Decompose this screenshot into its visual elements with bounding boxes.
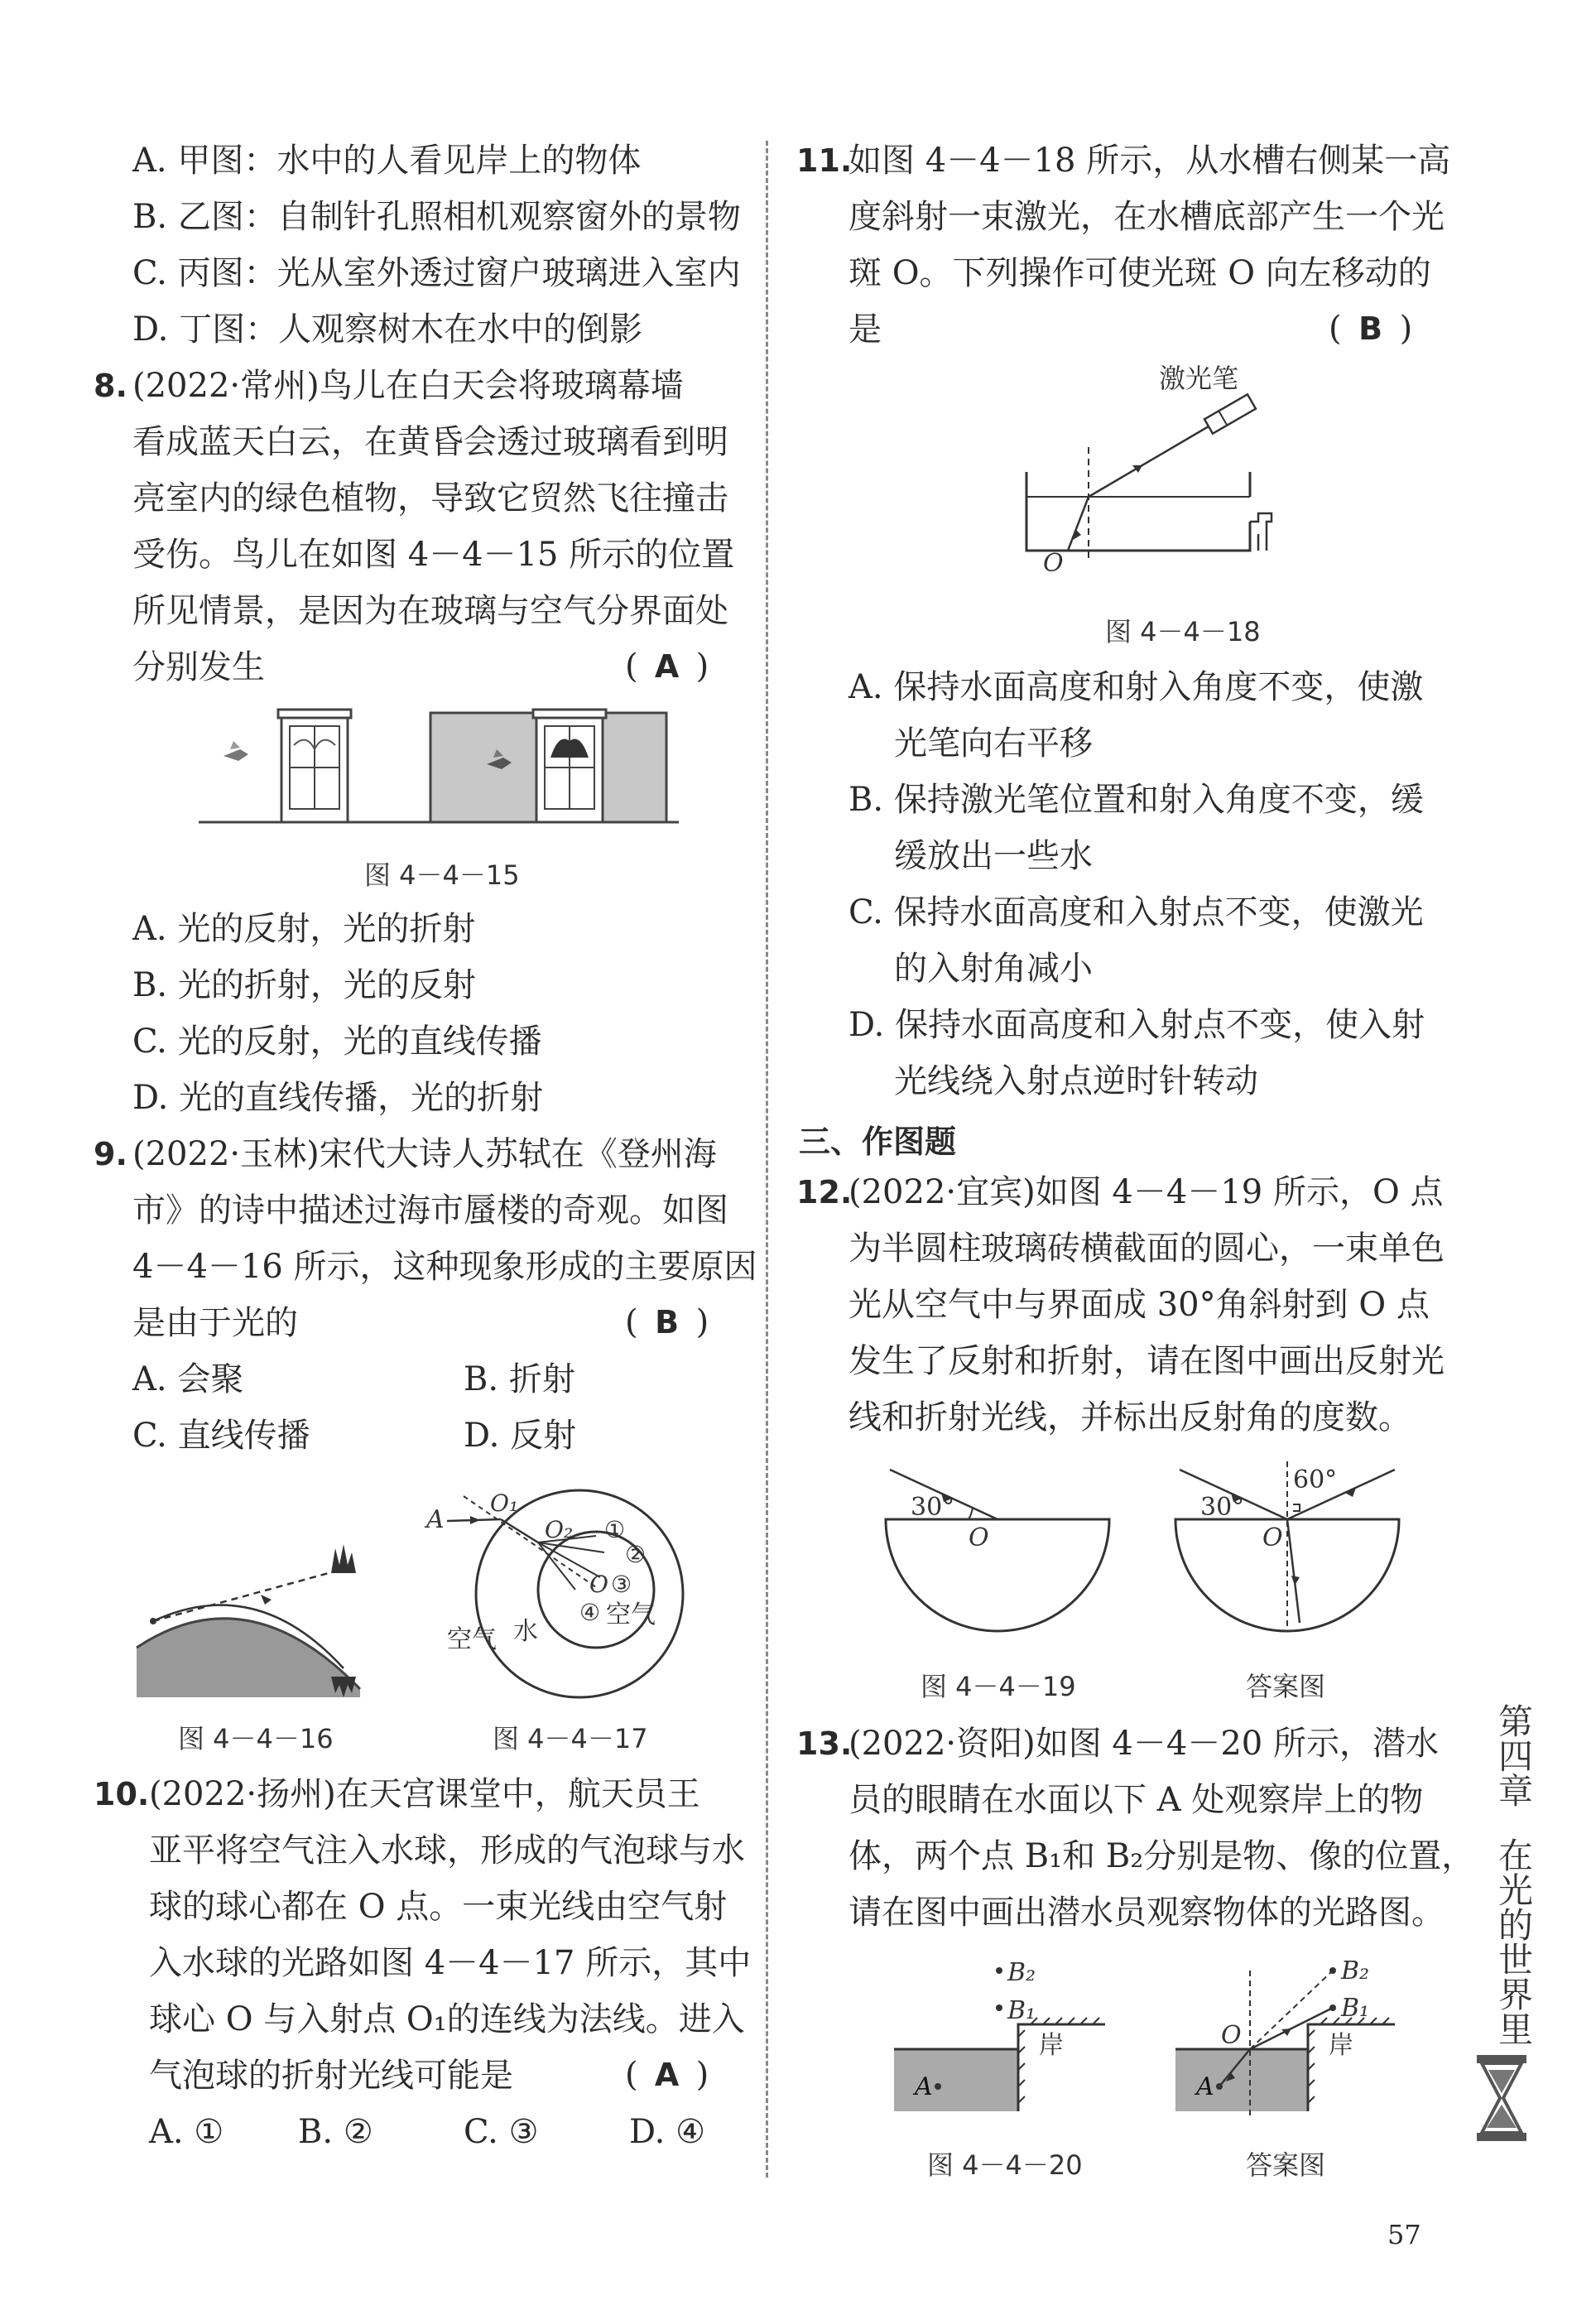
fig17-label-n4: ④: [579, 1599, 601, 1626]
q11-option-a: A. 保持水面高度和射入角度不变，使激: [848, 668, 1424, 706]
q10-number: 10.: [94, 1776, 150, 1812]
figure-4-4-18: [1018, 356, 1291, 588]
figure-4-4-16-caption: 图 4－4－16: [178, 1723, 334, 1754]
q9-line: (2022·玉林)宋代大诗人苏轼在《登州海: [132, 1135, 717, 1173]
figure-4-4-19: [877, 1461, 1126, 1643]
q8-line: 受伤。鸟儿在如图 4－4－15 所示的位置: [132, 536, 735, 574]
fig20-answer-shore: 岸: [1329, 2031, 1353, 2060]
q11-option-a-cont: 光笔向右平移: [894, 724, 1093, 763]
fig17-label-o: O: [589, 1571, 608, 1598]
figure-4-4-20-answer: [1171, 1946, 1407, 2120]
q11-line: 斑 O。下列操作可使光斑 O 向左移动的: [848, 254, 1431, 292]
q12-line: 线和折射光线，并标出反射角的度数。: [848, 1398, 1411, 1437]
side-tab-title: 在光的世界里: [1493, 1837, 1534, 2046]
fig20-a: A: [915, 2072, 933, 2101]
q11-number: 11.: [796, 142, 853, 179]
fig17-label-a: A: [426, 1505, 445, 1534]
q10-option: C. ③: [464, 2113, 539, 2151]
fig20-b1: B₁: [1007, 1996, 1036, 2025]
q11-option-c: C. 保持水面高度和入射点不变，使激光: [848, 893, 1424, 931]
q10-answer: ( A ): [625, 2056, 709, 2094]
q12-line: 发生了反射和折射，请在图中画出反射光: [848, 1342, 1445, 1380]
q7-option-c: C. 丙图：光从室外透过窗户玻璃进入室内: [132, 254, 741, 292]
q10-line: 入水球的光路如图 4－4－17 所示，其中: [149, 1944, 752, 1982]
fig19-answer-angle60: 60°: [1293, 1465, 1338, 1494]
q10-line: (2022·扬州)在天宫课堂中，航天员王: [149, 1775, 700, 1813]
q8-answer: ( A ): [625, 647, 709, 686]
fig17-label-water: 水: [513, 1617, 538, 1646]
q12-line: 为半圆柱玻璃砖横截面的圆心，一束单色: [848, 1230, 1445, 1268]
q11-line: 度斜射一束激光，在水槽底部产生一个光: [848, 198, 1445, 236]
q13-line: 体，两个点 B₁和 B₂分别是物、像的位置，: [848, 1837, 1475, 1875]
fig19-angle: 30°: [911, 1493, 955, 1522]
section-heading: 三、作图题: [799, 1124, 957, 1160]
q11-line: 是: [848, 310, 882, 349]
q8-line: 所见情景，是因为在玻璃与空气分界面处: [132, 592, 728, 630]
figure-4-4-20: [890, 1946, 1113, 2120]
fig19-answer-angle30: 30°: [1200, 1493, 1245, 1522]
fig20-answer-b2: B₂: [1341, 1956, 1370, 1985]
q8-line: 看成蓝天白云，在黄昏会透过玻璃看到明: [132, 423, 728, 461]
figure-4-4-15: [199, 708, 679, 832]
q9-line: 是由于光的: [132, 1304, 298, 1342]
q8-option: C. 光的反射，光的直线传播: [132, 1023, 542, 1061]
fig20-shore: 岸: [1039, 2031, 1064, 2060]
figure-4-4-15-caption: 图 4－4－15: [364, 859, 520, 891]
q8-option: D. 光的直线传播，光的折射: [132, 1079, 544, 1117]
fig18-o-label: O: [1043, 549, 1064, 578]
q10-line: 球心 O 与入射点 O₁的连线为法线。进入: [149, 2000, 745, 2038]
q9-option: A. 会聚: [132, 1360, 244, 1398]
figure-4-4-17: [422, 1486, 695, 1701]
fig18-laser-label: 激光笔: [1159, 363, 1239, 394]
figure-4-4-17-caption: 图 4－4－17: [493, 1723, 648, 1754]
q11-option-c-cont: 的入射角减小: [894, 950, 1093, 988]
q9-number: 9.: [94, 1136, 127, 1172]
q8-line: 分别发生: [132, 648, 265, 686]
q11-option-d-cont: 光线绕入射点逆时针转动: [894, 1062, 1258, 1100]
fig17-label-air-inner: 空气: [606, 1600, 656, 1629]
q11-option-b-cont: 缓放出一些水: [894, 837, 1093, 875]
fig17-label-o1: O₁: [490, 1489, 519, 1517]
q10-line: 气泡球的折射光线可能是: [149, 2057, 513, 2095]
q8-option: A. 光的反射，光的折射: [132, 910, 476, 948]
q11-option-d: D. 保持水面高度和入射点不变，使入射: [848, 1006, 1425, 1044]
page-number: 57: [1387, 2219, 1421, 2250]
fig20-answer-b1: B₁: [1341, 1994, 1370, 2023]
figure-4-4-18-caption: 图 4－4－18: [1105, 616, 1261, 647]
q9-line: 4－4－16 所示，这种现象形成的主要原因: [132, 1248, 757, 1286]
q7-option-b: B. 乙图：自制针孔照相机观察窗外的景物: [132, 198, 741, 236]
q13-line: 员的眼睛在水面以下 A 处观察岸上的物: [848, 1781, 1424, 1819]
q9-line: 市》的诗中描述过海市蜃楼的奇观。如图: [132, 1191, 728, 1230]
figure-4-4-19-answer-caption: 答案图: [1246, 1671, 1326, 1702]
q10-option: D. ④: [629, 2113, 705, 2151]
fig17-label-n2: ②: [625, 1541, 647, 1568]
figure-4-4-16: [132, 1523, 381, 1697]
fig17-label-air-outer: 空气: [447, 1625, 497, 1654]
q9-answer: ( B ): [625, 1303, 709, 1341]
side-tab-chapter: 第四章: [1493, 1703, 1534, 1807]
q9-option: D. 反射: [464, 1417, 577, 1455]
q10-line: 亚平将空气注入水球，形成的气泡球与水: [149, 1831, 745, 1870]
q9-option: C. 直线传播: [132, 1417, 310, 1455]
q9-option: B. 折射: [464, 1360, 575, 1398]
fig20-b2: B₂: [1007, 1958, 1036, 1987]
fig19-answer-o: O: [1262, 1523, 1283, 1552]
q12-line: 光从空气中与界面成 30°角斜射到 O 点: [848, 1286, 1430, 1324]
q8-option: B. 光的折射，光的反射: [132, 966, 476, 1004]
q11-option-b: B. 保持激光笔位置和射入角度不变，缓: [848, 781, 1424, 819]
q10-option: B. ②: [298, 2113, 373, 2151]
figure-4-4-19-caption: 图 4－4－19: [921, 1671, 1076, 1702]
q13-number: 13.: [796, 1725, 853, 1762]
q12-number: 12.: [796, 1174, 853, 1210]
fig17-label-n1: ①: [604, 1516, 626, 1543]
q7-option-a: A. 甲图：水中的人看见岸上的物体: [132, 142, 642, 180]
figure-4-4-20-answer-caption: 答案图: [1246, 2149, 1326, 2181]
q13-line: 请在图中画出潜水员观察物体的光路图。: [848, 1894, 1445, 1932]
fig19-o: O: [969, 1523, 989, 1552]
figure-4-4-19-answer: [1167, 1453, 1416, 1643]
fig17-label-n3: ③: [611, 1571, 632, 1598]
q10-option: A. ①: [149, 2113, 224, 2151]
q11-answer: ( B ): [1329, 310, 1413, 348]
q13-line: (2022·资阳)如图 4－4－20 所示，潜水: [848, 1725, 1439, 1763]
q8-line: (2022·常州)鸟儿在白天会将玻璃幕墙: [132, 367, 684, 405]
fig20-answer-a: A: [1196, 2072, 1214, 2101]
figure-4-4-20-caption: 图 4－4－20: [927, 2149, 1083, 2181]
q12-line: (2022·宜宾)如图 4－4－19 所示，O 点: [848, 1173, 1444, 1211]
q8-line: 亮室内的绿色植物，导致它贸然飞往撞击: [132, 479, 728, 517]
q8-number: 8.: [94, 368, 127, 404]
q7-option-d: D. 丁图：人观察树木在水中的倒影: [132, 310, 643, 349]
q11-line: 如图 4－4－18 所示，从水槽右侧某一高: [848, 142, 1451, 180]
fig17-label-o2: O₂: [545, 1516, 574, 1543]
fig20-answer-o: O: [1221, 2021, 1242, 2050]
hourglass-icon: [1475, 2053, 1528, 2144]
column-divider: [766, 141, 768, 2178]
q10-line: 球的球心都在 O 点。一束光线由空气射: [149, 1888, 728, 1926]
